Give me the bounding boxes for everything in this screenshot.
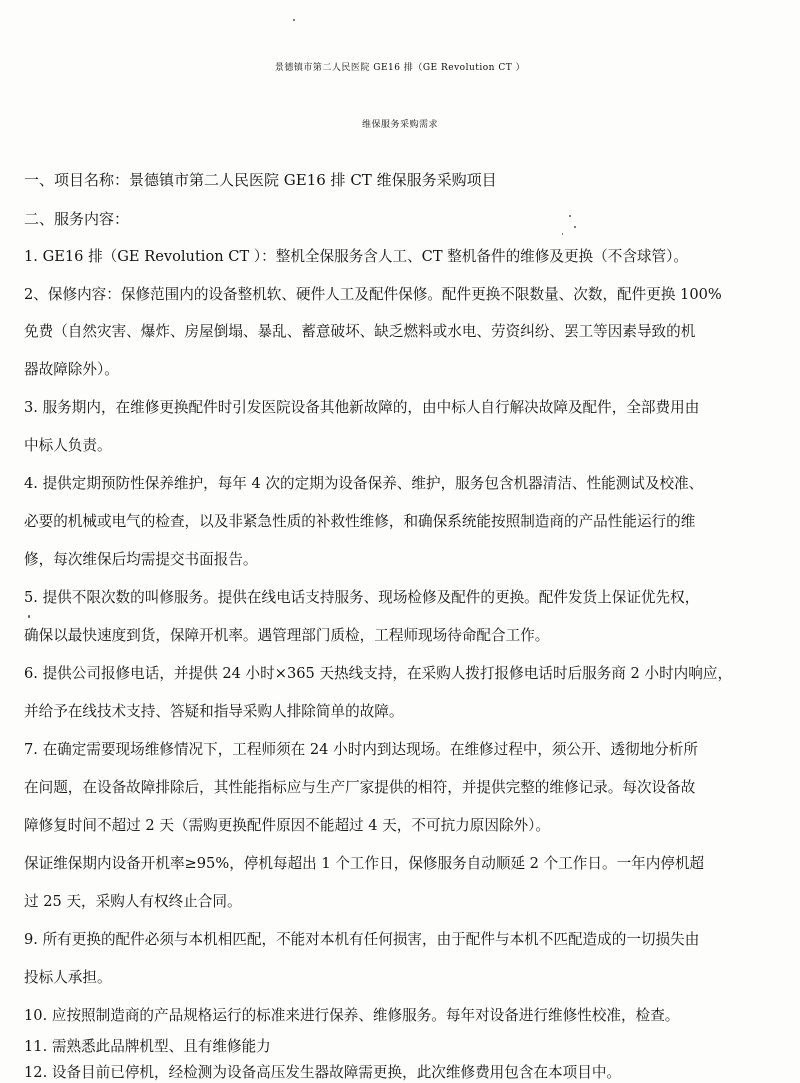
paragraph-line: 11. 需熟悉此品牌机型、且有维修能力 [24, 1038, 271, 1055]
document-title-line-1: 景德镇市第二人民医院 GE16 排（GE Revolution CT ） [274, 63, 526, 73]
paragraph-line: 10. 应按照制造商的产品规格运行的标准来进行保养、维修服务。每年对设备进行维修性校准，检查。 [24, 1007, 680, 1024]
scan-speck [293, 19, 295, 21]
section-project-name: 一、项目名称：景德镇市第二人民医院 GE16 排 CT 维保服务采购项目 [24, 171, 497, 189]
paragraph-line: 投标人承担。 [24, 969, 112, 986]
paragraph-line: 并给予在线技术支持、答疑和指导采购人排除简单的故障。 [24, 703, 404, 720]
paragraph-line: 确保以最快速度到货，保障开机率。遇管理部门质检，工程师现场待命配合工作。 [24, 627, 550, 644]
paragraph-line: 5. 提供不限次数的叫修服务。提供在线电话支持服务、现场检修及配件的更换。配件发货上保证优先权， [24, 589, 700, 606]
paragraph-line: 障修复时间不超过 2 天（需购更换配件原因不能超过 4 天，不可抗力原因除外）。 [24, 817, 551, 834]
paragraph-line: 2、保修内容：保修范围内的设备整机软、硬件人工及配件保修。配件更换不限数量、次数，配件更换 100% [24, 286, 722, 303]
paragraph-line: 7. 在确定需要现场维修情况下，工程师须在 24 小时内到达现场。在维修过程中，须公开、透彻地分析所 [24, 741, 698, 758]
paragraph-line: 保证维保期内设备开机率≥95%，停机每超出 1 个工作日，保修服务自动顺延 2 个工作日。一年内停机超 [24, 855, 705, 872]
paragraph-line: 免费（自然灾害、爆炸、房屋倒塌、暴乱、蓄意破坏、缺乏燃料或水电、劳资纠纷、罢工等因素导致的机 [24, 323, 696, 340]
paragraph-line: 4. 提供定期预防性保养维护，每年 4 次的定期为设备保养、维护，服务包含机器清洁、性能测试及校准、 [24, 475, 704, 492]
paragraph-line: 9. 所有更换的配件必须与本机相匹配，不能对本机有任何损害，由于配件与本机不匹配造成的一切损失由 [24, 931, 700, 948]
paragraph-line: 必要的机械或电气的检查，以及非紧急性质的补救性维修，和确保系统能按照制造商的产品性能运行的维 [24, 513, 696, 530]
paragraph-line: 中标人负责。 [24, 437, 112, 454]
paragraph-line: 3. 服务期内，在维修更换配件时引发医院设备其他新故障的，由中标人自行解决故障及配件，全部费用由 [24, 399, 700, 416]
section-service-content: 二、服务内容： [24, 210, 130, 228]
scan-speck [574, 226, 576, 228]
paragraph-line: 器故障除外）。 [24, 361, 119, 378]
paragraph-line: 过 25 天，采购人有权终止合同。 [24, 893, 242, 910]
paragraph-line: 6. 提供公司报修电话，并提供 24 小时×365 天热线支持，在采购人拨打报修电话时后服务商 2 小时内响应， [24, 665, 733, 682]
document-title-line-2: 维保服务采购需求 [361, 120, 438, 130]
paragraph-line: 修，每次维保后均需提交书面报告。 [24, 551, 258, 568]
paragraph-line: 1. GE16 排（GE Revolution CT ）：整机全保服务含人工、CT 整机备件的维修及更换（不含球管）。 [24, 248, 688, 265]
scan-speck [562, 233, 563, 235]
scan-speck [28, 615, 30, 618]
scan-speck [569, 215, 571, 217]
paragraph-line: 在问题，在设备故障排除后，其性能指标应与生产厂家提供的相符，并提供完整的维修记录。每次设备故 [24, 779, 696, 796]
paragraph-line: 12. 设备目前已停机，经检测为设备高压发生器故障需更换，此次维修费用包含在本项目中。 [24, 1064, 622, 1081]
